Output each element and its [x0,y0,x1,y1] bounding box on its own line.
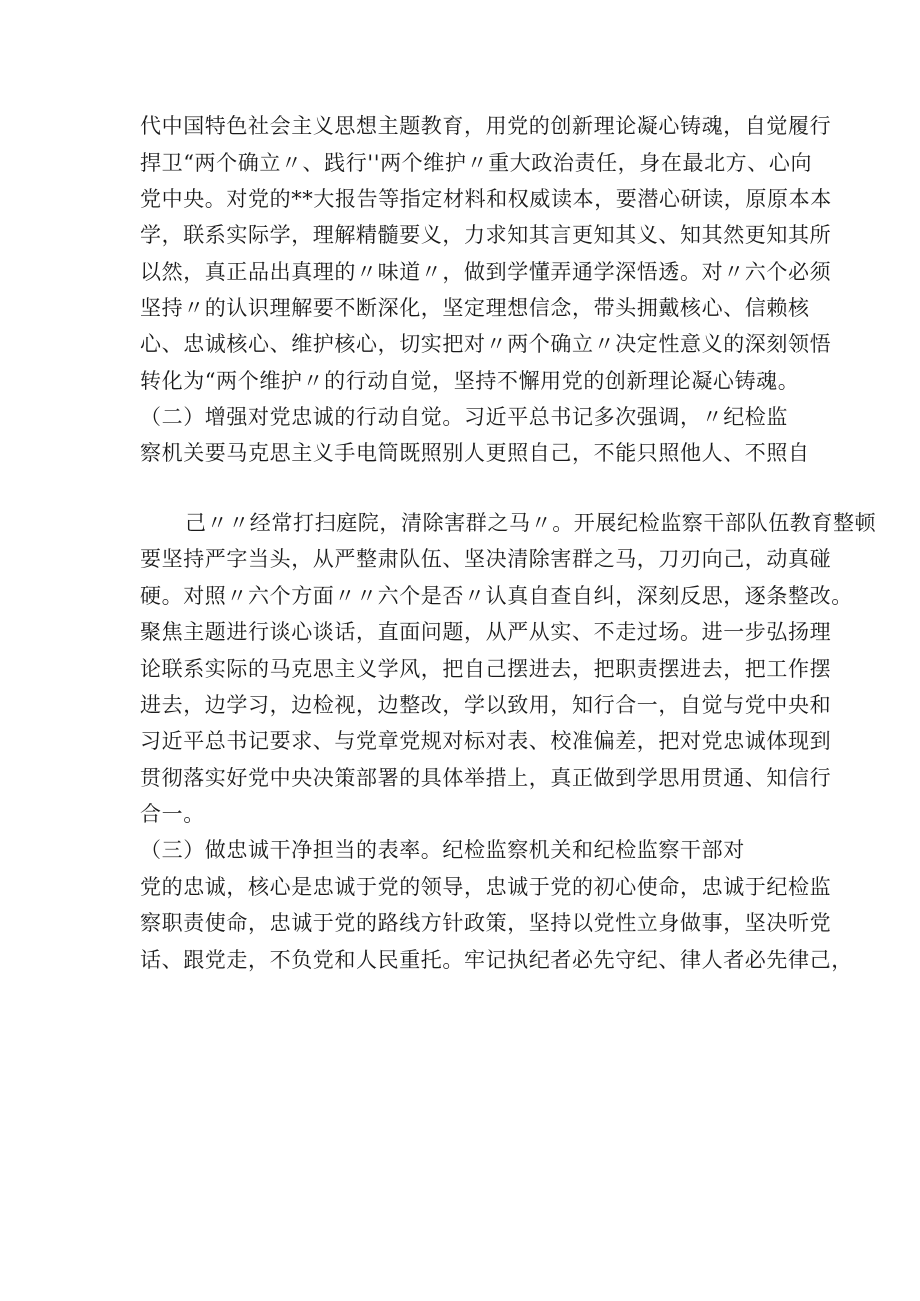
paragraph-line: 心、忠诚核心、维护核心，切实把对〃两个确立〃决定性意义的深刻领悟 [140,332,832,356]
paragraph-line: 以然，真正品出真理的〃味道〃，做到学懂弄通学深悟透。对〃六个必须 [140,260,832,284]
paragraph-line: 论联系实际的马克思主义学风，把自己摆进去，把职责摆进去，把工作摆 [140,657,832,681]
paragraph-line: 党中央。对党的**大报告等指定材料和权威读本，要潜心研读，原原本本 [140,187,832,211]
paragraph-line: （二）增强对党忠诚的行动自觉。习近平总书记多次强调，〃纪检监 [140,405,788,429]
paragraph-line: （三）做忠诚干净担当的表率。纪检监察机关和纪检监察干部对 [140,838,745,862]
paragraph-line: 进去，边学习，边检视，边整改，学以致用，知行合一，自觉与党中央和 [140,693,832,717]
paragraph-line: 话、跟党走，不负党和人民重托。牢记执纪者必先守纪、律人者必先律己， [140,948,853,972]
paragraph-line: 硬。对照〃六个方面〃〃六个是否〃认真自查自纠，深刻反思，逐条整改。 [140,584,853,608]
paragraph-line: 转化为“两个维护〃的行动自觉，坚持不懈用党的创新理论凝心铸魂。 [140,369,800,393]
paragraph-heading-2: 己〃〃经常打扫庭院，清除害群之马〃。开展纪检监察干部队伍教育整顿 [185,511,877,535]
paragraph-line: 坚持〃的认识理解要不断深化，坚定理想信念，带头拥戴核心、信赖核 [140,296,810,320]
paragraph-line: 察职责使命，忠诚于党的路线方针政策，坚持以党性立身做事，坚决听党 [140,911,832,935]
paragraph-line: 代中国特色社会主义思想主题教育，用党的创新理论凝心铸魂，自觉履行 [140,114,832,138]
paragraph-line: 要坚持严字当头，从严整肃队伍、坚决清除害群之马，刀刃向己，动真碰 [140,547,832,571]
paragraph-line: 合一。 [140,802,205,826]
paragraph-line: 学，联系实际学，理解精髓要义，力求知其言更知其义、知其然更知其所 [140,223,832,247]
paragraph-line: 贯彻落实好党中央决策部署的具体举措上，真正做到学思用贯通、知信行 [140,766,832,790]
paragraph-line: 捍卫“两个确立〃、践行''两个维护〃重大政治责任，身在最北方、心向 [140,151,813,175]
paragraph-line: 聚焦主题进行谈心谈话，直面问题，从严从实、不走过场。进一步弘扬理 [140,620,832,644]
paragraph-line: 习近平总书记要求、与党章党规对标对表、校准偏差，把对党忠诚体现到 [140,729,832,753]
paragraph-line: 党的忠诚，核心是忠诚于党的领导，忠诚于党的初心使命，忠诚于纪检监 [140,875,832,899]
paragraph-line: 察机关要马克思主义手电筒既照别人更照自己，不能只照他人、不照自 [140,441,810,465]
